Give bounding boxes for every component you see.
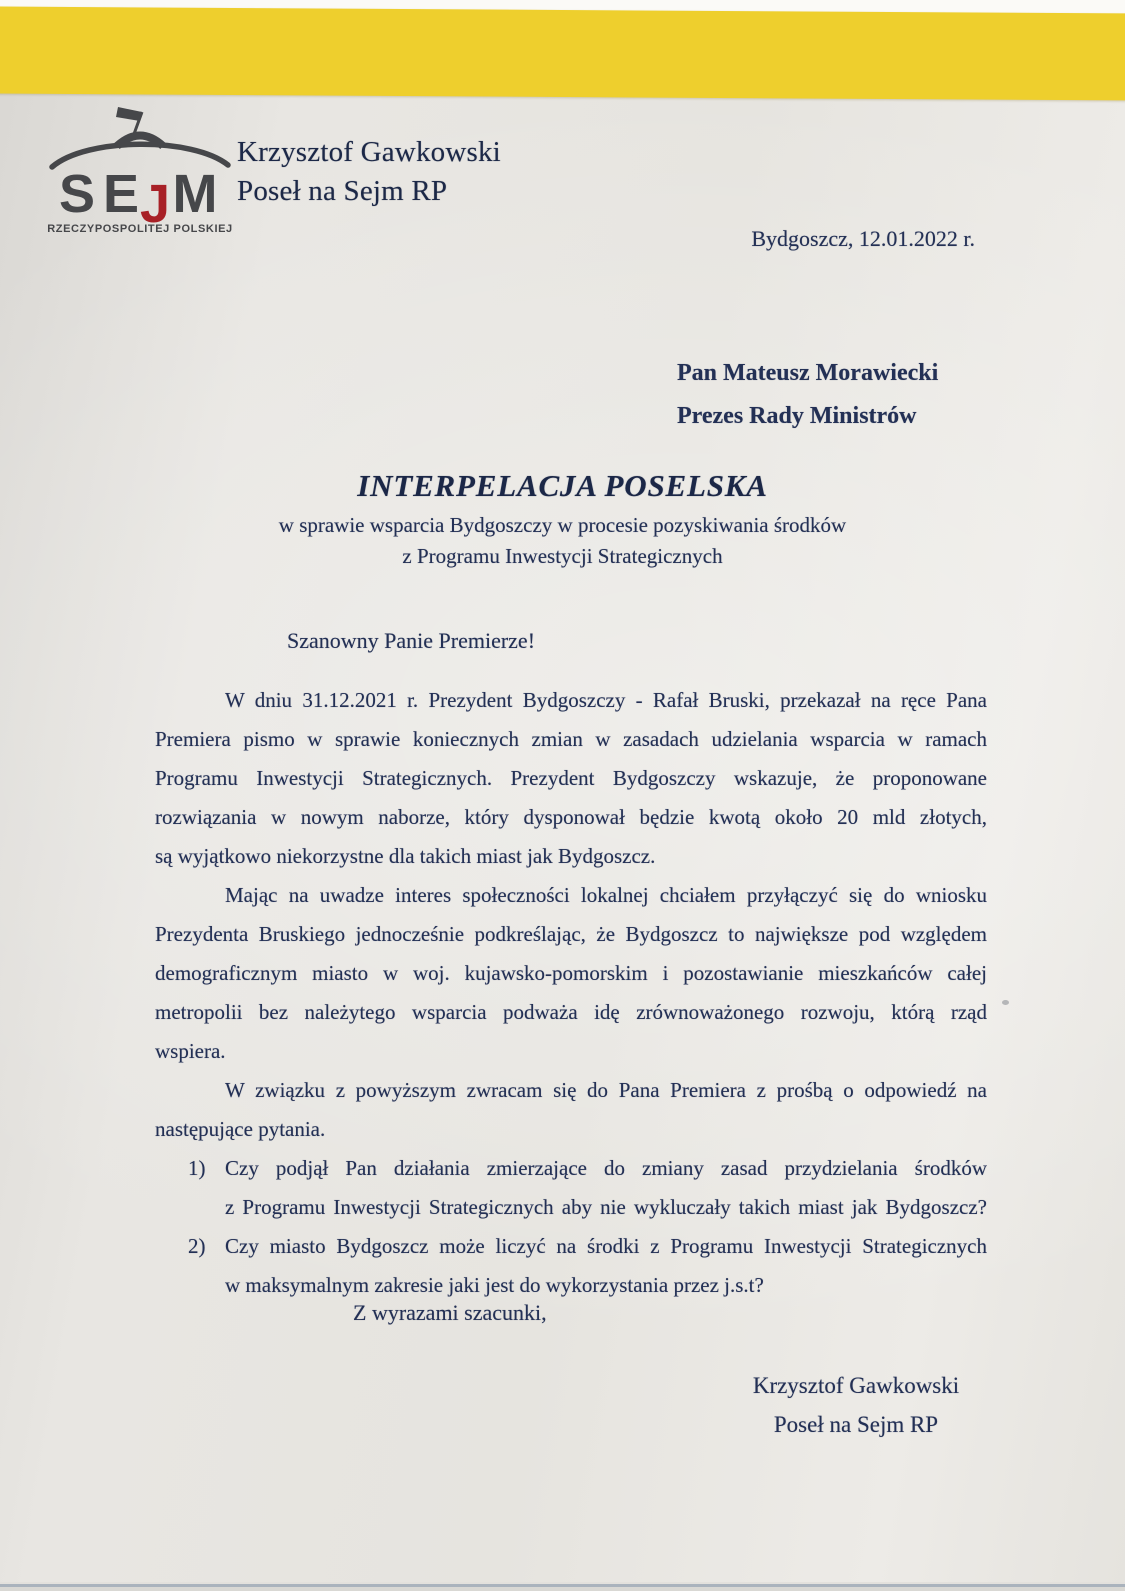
addressee-block [677, 352, 938, 438]
logo-letter-j: J [139, 174, 171, 234]
addressee-name: Pan Mateusz Morawiecki [677, 360, 939, 386]
flag-icon [116, 107, 142, 134]
body-line: następujące pytania. [155, 1117, 326, 1141]
body-line: z Programu Inwestycji Strategicznych aby nie wykluczały takich miast jak Bydgoszcz? [225, 1195, 987, 1219]
dateline: Bydgoszcz, 12.01.2022 r. [751, 226, 975, 251]
subject-line-1: w sprawie wsparcia Bydgoszczy w procesie pozyskiwania środków [278, 513, 847, 537]
body-line: wspiera. [155, 1039, 226, 1063]
logo-letter-e: E [102, 164, 140, 224]
sender-name: Krzysztof Gawkowski [237, 136, 501, 168]
signature-block [700, 1366, 1012, 1444]
list-number: 2) [188, 1234, 206, 1258]
body-line: Mając na uwadze interes społeczności lokalnej chciałem przyłączyć się do wniosku [225, 883, 987, 907]
body-line: demograficznym miasto w woj. kujawsko-pomorskim i pozostawianie mieszkańców całej [155, 961, 987, 985]
paragraph [155, 681, 987, 876]
signature-title: Poseł na Sejm RP [773, 1412, 939, 1437]
signature-name: Krzysztof Gawkowski [752, 1373, 960, 1398]
yellow-highlight-band [0, 6, 1125, 100]
sender-block [237, 133, 501, 211]
scan-speck [1002, 1000, 1009, 1005]
subject-line-2: z Programu Inwestycji Strategicznych [402, 544, 723, 568]
letter-body [155, 681, 987, 1305]
sejm-logo [45, 105, 235, 237]
letter-title: INTERPELACJA POSELSKA [357, 468, 768, 503]
letter-subject [0, 510, 1125, 572]
body-line: są wyjątkowo niekorzystne dla takich miast jak Bydgoszcz. [155, 844, 656, 868]
paragraph [155, 1071, 987, 1149]
paragraph [155, 876, 987, 1071]
body-line: metropolii bez należytego wsparcia podważa idę zrównoważonego rozwoju, którą rząd [155, 1000, 987, 1024]
logo-letter-m: M [172, 164, 218, 224]
logo-caption: RZECZYPOSPOLITEJ POLSKIEJ [47, 223, 233, 235]
list-number: 1) [188, 1156, 206, 1180]
body-line: Czy miasto Bydgoszcz może liczyć na środki z Programu Inwestycji Strategicznych [225, 1234, 987, 1258]
body-line: Programu Inwestycji Strategicznych. Prezydent Bydgoszczy wskazuje, że proponowane [155, 766, 987, 790]
addressee-title: Prezes Rady Ministrów [677, 403, 917, 429]
body-line: Prezydenta Bruskiego jednocześnie podkreślając, że Bydgoszcz to największe pod względem [155, 922, 987, 946]
scan-bottom-edge [0, 1582, 1125, 1591]
closing-phrase: Z wyrazami szacunki, [353, 1300, 547, 1325]
body-line: w maksymalnym zakresie jaki jest do wykorzystania przez j.s.t? [225, 1273, 764, 1297]
logo-letter-s: S [58, 164, 96, 224]
body-line: rozwiązania w nowym naborze, który dysponował będzie kwotą około 20 mld złotych, [155, 805, 987, 829]
sender-title: Poseł na Sejm RP [237, 175, 448, 207]
body-line: W dniu 31.12.2021 r. Prezydent Bydgoszczy - Rafał Bruski, przekazał na ręce Pana [225, 688, 987, 712]
body-line: Premiera pismo w sprawie koniecznych zmian w zasadach udzielania wsparcia w ramach [155, 727, 987, 751]
list-item [155, 1149, 987, 1227]
body-line: Czy podjął Pan działania zmierzające do zmiany zasad przydzielania środków [225, 1156, 987, 1180]
salutation: Szanowny Panie Premierze! [287, 628, 536, 653]
body-line: W związku z powyższym zwracam się do Pana Premiera z prośbą o odpowiedź na [225, 1078, 987, 1102]
list-item [155, 1227, 987, 1305]
